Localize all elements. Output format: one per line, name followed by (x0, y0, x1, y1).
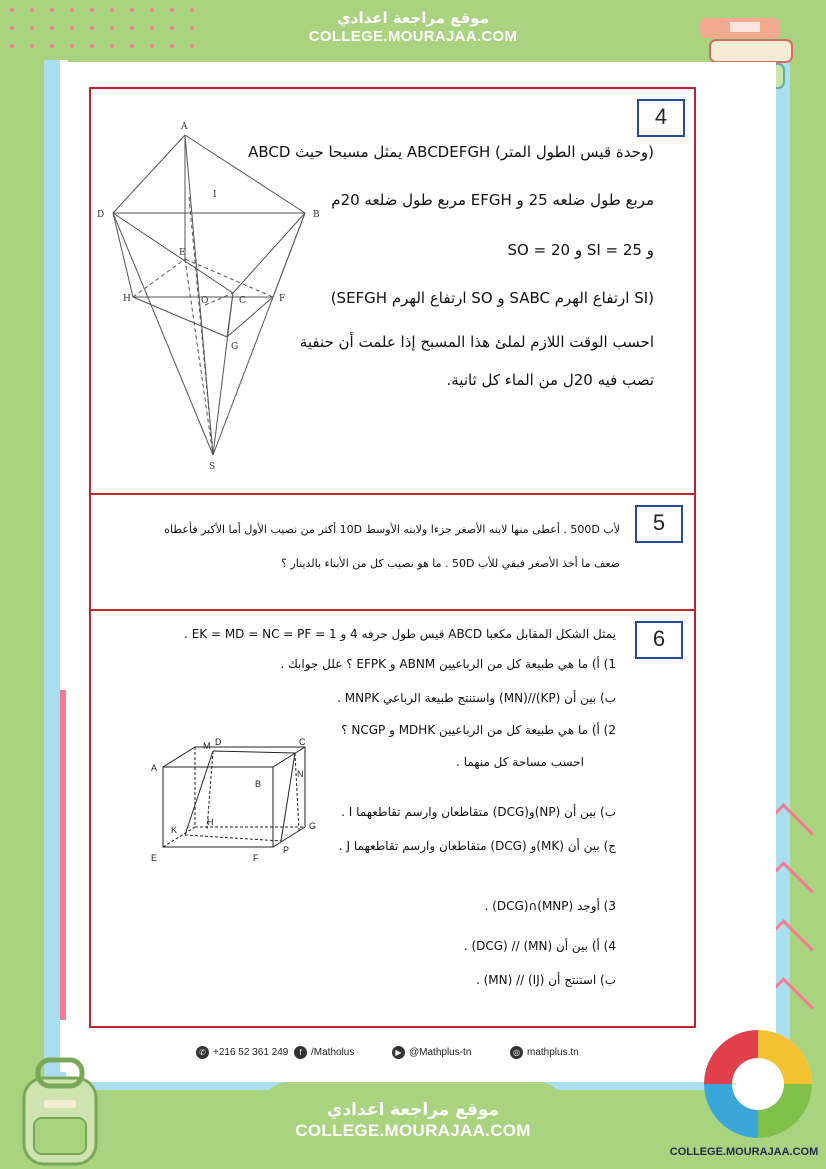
ex6-line-2: 1) أ) ما هي طبيعة كل من الرباعيين ABNM و EFPK ؟ علل جوابك . (280, 657, 616, 671)
exercise-6-frame (89, 609, 696, 1028)
ex4-line-2: مربع طول ضلعه 25 و EFGH مربع طول ضلعه 20م (331, 191, 654, 209)
label-d: D (97, 210, 105, 220)
ex6-line-6: ب) بين أن (NP)و(DCG) متقاطعان وارسم تقاطعهما I . (341, 805, 616, 819)
label-i: I (213, 190, 217, 200)
ex4-line-1: (وحدة قيس الطول المتر) ABCDEFGH يمثل مسبحا حيث ABCD (248, 143, 654, 161)
exercise-4-frame (89, 87, 696, 495)
cube-label-d: D (215, 737, 222, 747)
ex6-line-10: ب) استنتج أن (IJ) // (MN) . (475, 973, 616, 987)
social-youtube[interactable] (392, 1046, 471, 1059)
cube-figure (147, 737, 357, 867)
label-b: B (313, 210, 320, 220)
label-s: S (209, 462, 216, 472)
cube-label-h: H (207, 817, 214, 827)
phone-icon: ✆ (196, 1046, 209, 1059)
exercise-number-5: 5 (635, 505, 683, 543)
exercise-5-frame (89, 493, 696, 611)
ex4-line-5: احسب الوقت اللازم لملئ هذا المسبح إذا علمت أن حنفية (299, 333, 654, 351)
label-c: C (239, 296, 246, 306)
label-h: H (123, 294, 131, 304)
social-youtube-text: @Mathplus-tn (409, 1047, 472, 1058)
ex4-line-4: (SI ارتفاع الهرم SABC و SO ارتفاع الهرم SEFGH) (330, 289, 654, 307)
footer-site-arabic: موقع مراجعة اعدادي (326, 1100, 500, 1120)
social-facebook[interactable] (294, 1046, 354, 1059)
ex6-line-4: 2) أ) ما هي طبيعة كل من الرباعيين MDHK و NCGP ؟ (341, 723, 616, 737)
cube-label-c: C (299, 737, 306, 747)
social-web-text: mathplus.tn (527, 1047, 579, 1058)
ex5-line-2: ضعف ما أخذ الأصغر فبقي للأب 50D . ما هو نصيب كل من الأبناء بالدينار ؟ (281, 557, 620, 570)
youtube-icon: ▶ (392, 1046, 405, 1059)
label-a: A (181, 122, 188, 132)
header-site-url[interactable]: COLLEGE.MOURAJAA.COM (308, 28, 518, 45)
cube-label-b: B (255, 779, 262, 789)
ex6-line-5: احسب مساحة كل منهما . (456, 755, 584, 769)
cube-label-p: P (283, 845, 290, 855)
header-tab (260, 0, 566, 60)
ex5-line-1: لأب 500D . أعطى منها لابنه الأصغر جزءا ولابنه الأوسط 10D أكثر من نصيب الأول أما الأكبر فأعطاه (164, 523, 620, 536)
cube-label-n: N (297, 769, 304, 779)
social-phone[interactable] (196, 1046, 288, 1059)
social-facebook-text: /Matholus (311, 1047, 355, 1058)
cube-label-f: F (253, 853, 259, 863)
label-o: O (201, 296, 209, 306)
pool-pyramid-figure (93, 97, 333, 487)
label-g: G (231, 342, 239, 352)
exercise-number-6: 6 (635, 621, 683, 659)
ex4-line-6: تصب فيه 20ل من الماء كل ثانية. (446, 371, 654, 389)
cube-label-g: G (309, 821, 317, 831)
label-e: E (179, 248, 186, 258)
cube-label-k: K (171, 825, 178, 835)
ex6-line-8: 3) أوجد (MNP)∩(DCG) . (484, 899, 616, 913)
ex6-line-1: يمثل الشكل المقابل مكعبا ABCD قيس طول حرفه 4 و EK = MD = NC = PF = 1 . (184, 627, 616, 641)
footer-site-url[interactable]: COLLEGE.MOURAJAA.COM (295, 1121, 531, 1140)
backpack-icon (10, 1056, 110, 1168)
ex6-line-9: 4) أ) بين أن (MN) // (DCG) . (463, 939, 616, 953)
social-web[interactable] (510, 1046, 579, 1059)
cube-label-e: E (151, 853, 158, 863)
social-phone-text: +216 52 361 249 (213, 1047, 289, 1058)
exercise-number-4: 4 (637, 99, 685, 137)
cube-label-a: A (151, 763, 158, 773)
ex6-line-7: ج) بين أن (MK)و (DCG) متقاطعان وارسم تقاطعهما J . (338, 839, 616, 853)
facebook-icon: f (294, 1046, 307, 1059)
ex4-line-3: و SI = 25 و SO = 20 (507, 241, 654, 259)
footer-tab (262, 1082, 564, 1169)
logo-url[interactable]: COLLEGE.MOURAJAA.COM (669, 1146, 819, 1158)
ex6-line-3: ب) بين أن (KP)//(MN) واستنتج طبيعة الرباعي MNPK . (337, 691, 616, 705)
header-site-arabic: موقع مراجعة اعدادي (337, 9, 489, 27)
cube-label-m: M (203, 741, 211, 751)
logo-wheel-icon (698, 1024, 818, 1144)
label-f: F (279, 294, 286, 304)
web-icon: ◎ (510, 1046, 523, 1059)
